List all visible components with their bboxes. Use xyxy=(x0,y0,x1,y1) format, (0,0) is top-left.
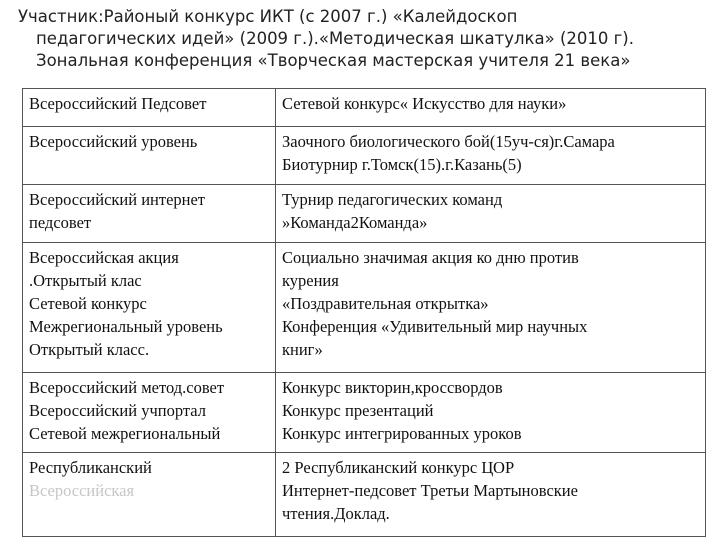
table-row xyxy=(23,243,706,373)
level-cell xyxy=(23,453,276,537)
level-label: Межрегиональный уровень xyxy=(29,317,223,336)
level-label: .Открытый клас xyxy=(29,271,142,290)
event-label: чтения.Доклад. xyxy=(282,504,390,523)
event-label: Конкурс интегрированных уроков xyxy=(282,424,522,443)
event-label: Социально значимая акция ко дню против xyxy=(282,248,579,267)
event-label: Заочного биологического бой(15уч-ся)г.Самара xyxy=(282,132,615,151)
level-label: Всероссийский уровень xyxy=(29,132,198,151)
header-line-3: Зональная конференция «Творческая мастерская учителя 21 века» xyxy=(36,51,631,70)
level-label: Всероссийский Педсовет xyxy=(29,94,207,113)
event-label: Турнир педагогических команд xyxy=(282,190,503,209)
level-label: Сетевой межрегиональный xyxy=(29,424,221,443)
event-label: Интернет-педсовет Третьи Мартыновские xyxy=(282,481,578,500)
event-cell xyxy=(276,185,706,243)
event-label: »Команда2Команда» xyxy=(282,213,428,232)
header-line-1: Участник:Районый конкурс ИКТ (с 2007 г.) «Калейдоскоп xyxy=(18,7,518,26)
event-label: 2 Республиканский конкурс ЦОР xyxy=(282,458,515,477)
slide-header xyxy=(18,6,708,72)
level-cell xyxy=(23,127,276,185)
level-cell xyxy=(23,243,276,373)
level-cell xyxy=(23,185,276,243)
event-cell xyxy=(276,373,706,453)
event-label: «Поздравительная открытка» xyxy=(282,294,489,313)
level-label: педсовет xyxy=(29,213,92,232)
level-label: Всероссийский интернет xyxy=(29,190,206,209)
table-row xyxy=(23,89,706,127)
level-cell xyxy=(23,373,276,453)
table-row xyxy=(23,453,706,537)
participation-table xyxy=(22,88,706,537)
level-label: Республиканский xyxy=(29,458,152,477)
level-cell xyxy=(23,89,276,127)
event-cell xyxy=(276,453,706,537)
event-label: книг» xyxy=(282,340,323,359)
event-label: Конференция «Удивительный мир научных xyxy=(282,317,588,336)
level-label: Всероссийская xyxy=(29,481,135,500)
level-label: Всероссийский учпортал xyxy=(29,401,206,420)
event-cell xyxy=(276,127,706,185)
event-label: Конкурс презентаций xyxy=(282,401,434,420)
event-label: Сетевой конкурс« Искусство для науки» xyxy=(282,94,567,113)
event-cell xyxy=(276,89,706,127)
table-row xyxy=(23,127,706,185)
event-label: Биотурнир г.Томск(15).г.Казань(5) xyxy=(282,155,522,174)
table-row xyxy=(23,373,706,453)
level-label: Всероссийский метод.совет xyxy=(29,378,225,397)
table-row xyxy=(23,185,706,243)
event-label: курения xyxy=(282,271,339,290)
level-label: Всероссийская акция xyxy=(29,248,179,267)
level-label: Сетевой конкурс xyxy=(29,294,147,313)
event-cell xyxy=(276,243,706,373)
header-line-2: педагогических идей» (2009 г.).«Методическая шкатулка» (2010 г). xyxy=(36,29,634,48)
level-label: Открытый класс. xyxy=(29,340,150,359)
event-label: Конкурс викторин,кроссвордов xyxy=(282,378,503,397)
